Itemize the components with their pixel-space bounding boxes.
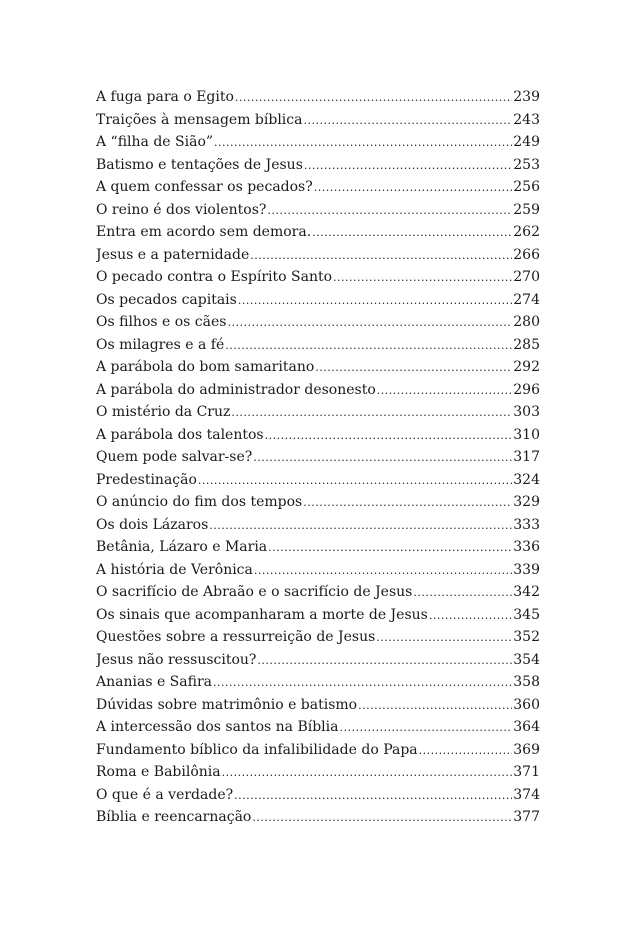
toc-page-number: 364 [513,719,540,735]
toc-dot-leader [268,537,512,559]
toc-entry-title: Jesus e a paternidade [96,246,250,263]
toc-dot-leader [314,177,513,199]
toc-page-number: 342 [513,584,540,600]
toc-entry [96,446,540,469]
toc-entry [96,176,540,199]
toc-entry-title: Dúvidas sobre matrimônio e batismo [96,696,358,713]
toc-page-number: 360 [513,696,540,713]
toc-dot-leader [225,335,512,357]
toc-page-number: 274 [513,291,540,308]
toc-page-number: 358 [513,674,540,690]
toc-dot-leader [235,87,512,109]
toc-entry [96,356,540,379]
toc-page-number: 253 [513,156,540,173]
toc-page-number: 296 [513,381,540,398]
toc-dot-leader [267,200,512,222]
toc-page-number: 317 [513,449,540,465]
toc-page-number: 270 [513,269,540,285]
toc-dot-leader [315,357,512,379]
toc-page-number: 329 [513,494,540,510]
toc-entry-title: Bíblia e reencarnação [96,809,252,825]
toc-entry [96,694,540,717]
toc-dot-leader [253,447,512,469]
toc-entry-title: Os dois Lázaros [96,516,209,533]
toc-dot-leader [254,560,512,582]
toc-entry-title: O pecado contra o Espírito Santo [96,269,333,285]
toc-dot-leader [303,492,512,514]
toc-page-number: 352 [513,629,540,645]
toc-dot-leader [250,245,512,267]
toc-entry [96,671,540,694]
toc-dot-leader [333,267,512,289]
toc-entry [96,334,540,357]
toc-page-number: 371 [513,764,540,780]
toc-page-number: 345 [513,606,540,623]
toc-entry [96,244,540,267]
toc-entry [96,311,540,334]
toc-entry [96,266,540,289]
toc-entry [96,221,540,244]
toc-page-number: 339 [513,561,540,578]
toc-entry [96,86,540,109]
toc-dot-leader [209,515,512,537]
toc-entry-title: Fundamento bíblico da infalibilidade do Papa [96,741,418,758]
toc-page-number: 239 [513,89,540,105]
toc-entry-title: A “filha de Sião” [96,134,214,150]
toc-dot-leader [304,155,512,177]
toc-dot-leader [429,605,512,627]
toc-page-number: 324 [513,471,540,488]
toc-entry-title: O que é a verdade? [96,786,234,803]
toc-dot-leader [303,110,512,132]
table-of-contents [96,86,540,829]
toc-entry [96,469,540,492]
toc-entry [96,784,540,807]
toc-page-number: 354 [513,651,540,668]
toc-page-number: 256 [513,179,540,195]
toc-entry [96,716,540,739]
toc-entry [96,109,540,132]
toc-page-number: 285 [513,336,540,353]
toc-entry-title: O reino é dos violentos? [96,201,267,218]
toc-entry-title: A quem confessar os pecados? [96,179,313,195]
toc-entry-title: Entra em acordo sem demora. [96,224,312,240]
toc-page-number: 280 [513,314,540,330]
toc-entry-title: Betânia, Lázaro e Maria [96,539,268,555]
toc-page-number: 249 [513,134,540,150]
toc-entry [96,379,540,402]
toc-dot-leader [358,695,512,717]
toc-entry-title: Os filhos e os cães [96,314,227,330]
toc-page-number: 310 [513,426,540,443]
toc-entry [96,424,540,447]
toc-entry [96,581,540,604]
toc-entry-title: O anúncio do fim dos tempos [96,494,303,510]
toc-entry-title: O sacrifício de Abraão e o sacrifício de Jesus [96,584,413,600]
toc-entry-title: A parábola do administrador desonesto [96,381,376,398]
toc-page-number: 303 [513,404,540,420]
toc-entry [96,649,540,672]
toc-entry-title: A intercessão dos santos na Bíblia [96,719,339,735]
toc-entry-title: Os sinais que acompanharam a morte de Jesus [96,606,428,623]
toc-dot-leader [234,785,512,807]
toc-dot-leader [265,425,513,447]
toc-dot-leader [227,312,512,334]
toc-entry-title: Roma e Babilônia [96,764,221,780]
toc-page-number: 374 [513,786,540,803]
toc-entry-title: A parábola dos talentos [96,426,264,443]
toc-page-number: 333 [513,516,540,533]
toc-entry-title: Ananias e Safira [96,674,212,690]
toc-entry-title: Traições à mensagem bíblica [96,111,303,128]
toc-page-number: 292 [513,359,540,375]
toc-entry [96,491,540,514]
toc-dot-leader [231,402,512,424]
toc-entry-title: Questões sobre a ressurreição de Jesus [96,629,376,645]
toc-dot-leader [214,132,512,154]
toc-entry [96,514,540,537]
toc-entry [96,806,540,829]
toc-entry-title: A fuga para o Egito [96,89,234,105]
toc-entry [96,626,540,649]
toc-entry [96,536,540,559]
toc-dot-leader [339,717,512,739]
toc-entry-title: A história de Verônica [96,561,253,578]
toc-page-number: 377 [513,809,540,825]
toc-entry [96,559,540,582]
toc-dot-leader [222,762,513,784]
toc-entry-title: O mistério da Cruz [96,404,231,420]
toc-entry-title: Jesus não ressuscitou? [96,651,257,668]
toc-dot-leader [312,222,512,244]
toc-entry [96,739,540,762]
toc-entry [96,131,540,154]
toc-entry [96,199,540,222]
toc-entry [96,401,540,424]
toc-entry-title: Quem pode salvar-se? [96,449,253,465]
toc-page-number: 369 [513,741,540,758]
toc-page-number: 243 [513,111,540,128]
toc-entry [96,154,540,177]
toc-page-number: 266 [513,246,540,263]
toc-page-number: 262 [513,224,540,240]
toc-dot-leader [419,740,513,762]
toc-dot-leader [213,672,512,694]
toc-entry-title: A parábola do bom samaritano [96,359,315,375]
toc-dot-leader [377,380,513,402]
toc-dot-leader [238,290,512,312]
toc-dot-leader [257,650,512,672]
toc-entry [96,289,540,312]
toc-dot-leader [198,470,512,492]
toc-entry-title: Predestinação [96,471,197,488]
toc-page-number: 336 [513,539,540,555]
toc-entry [96,761,540,784]
toc-dot-leader [376,627,512,649]
toc-dot-leader [413,582,512,604]
toc-entry-title: Batismo e tentações de Jesus [96,156,303,173]
toc-page-number: 259 [513,201,540,218]
toc-entry-title: Os pecados capitais [96,291,237,308]
toc-entry-title: Os milagres e a fé [96,336,225,353]
toc-dot-leader [252,807,512,829]
toc-entry [96,604,540,627]
